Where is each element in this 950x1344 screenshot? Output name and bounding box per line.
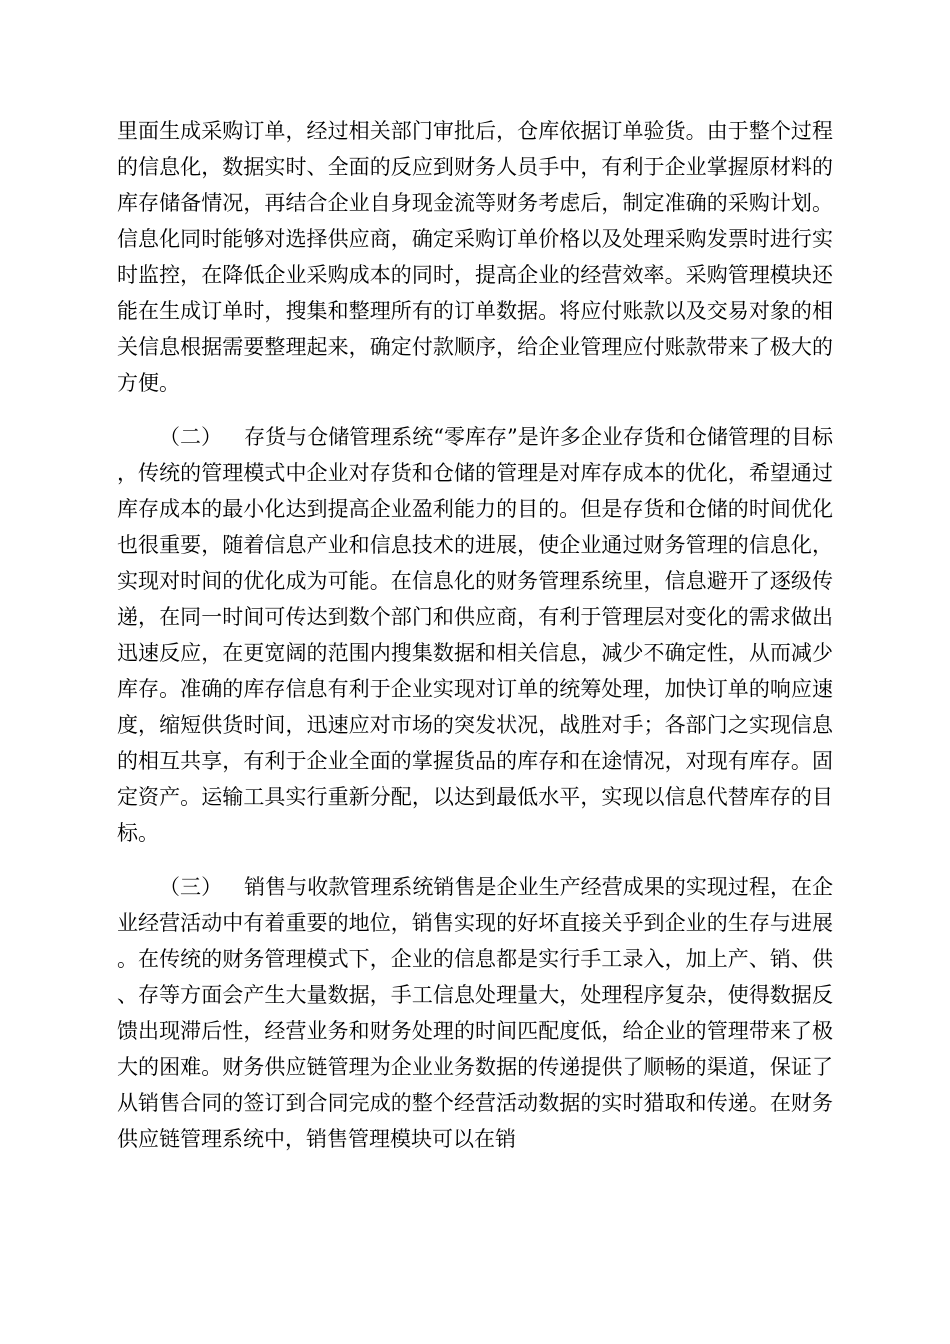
paragraph-purchasing-continuation <box>117 113 833 401</box>
paragraph-inventory-warehouse <box>117 419 833 851</box>
paragraph-text: 里面生成采购订单，经过相关部门审批后，仓库依据订单验货。由于整个过程的信息化，数据实时、全面的反应到财务人员手中，有利于企业掌握原材料的库存储备情况，再结合企业自身现金流等财务考虑后，制定准确的采购计划。信息化同时能够对选择供应商，确定采购订单价格以及处理采购发票时进行实时监控，在降低企业采购成本的同时，提高企业的经营效率。采购管理模块还能在生成订单时，搜集和整理所有的订单数据。将应付账款以及交易对象的相关信息根据需要整理起来，确定付款顺序，给企业管理应付账款带来了极大的方便。 <box>117 119 833 395</box>
section-number: （二） <box>159 425 223 449</box>
document-page <box>117 113 833 1157</box>
paragraph-text: 销售与收款管理系统销售是企业生产经营成果的实现过程，在企业经营活动中有着重要的地位，销售实现的好坏直接关乎到企业的生存与进展。在传统的财务管理模式下，企业的信息都是实行手工录入，加上产、销、供、存等方面会产生大量数据，手工信息处理量大，处理程序复杂，使得数据反馈出现滞后性，经营业务和财务处理的时间匹配度低，给企业的管理带来了极大的困难。财务供应链管理为企业业务数据的传递提供了顺畅的渠道，保证了从销售合同的签订到合同完成的整个经营活动数据的实时猎取和传递。在财务供应链管理系统中，销售管理模块可以在销 <box>117 875 834 1151</box>
paragraph-text: 存货与仓储管理系统“零库存”是许多企业存货和仓储管理的目标，传统的管理模式中企业对存货和仓储的管理是对库存成本的优化，希望通过库存成本的最小化达到提高企业盈利能力的目的。但是存货和仓储的时间优化也很重要，随着信息产业和信息技术的进展，使企业通过财务管理的信息化，实现对时间的优化成为可能。在信息化的财务管理系统里，信息避开了逐级传递，在同一时间可传达到数个部门和供应商，有利于管理层对变化的需求做出迅速反应，在更宽阔的范围内搜集数据和相关信息，减少不确定性，从而减少库存。准确的库存信息有利于企业实现对订单的统筹处理，加快订单的响应速度，缩短供货时间，迅速应对市场的突发状况，战胜对手；各部门之实现信息的相互共享，有利于企业全面的掌握货品的库存和在途情况，对现有库存。固定资产。运输工具实行重新分配，以达到最低水平，实现以信息代替库存的目标。 <box>117 425 833 845</box>
paragraph-sales-receivables <box>117 869 833 1157</box>
section-number: （三） <box>159 875 223 899</box>
